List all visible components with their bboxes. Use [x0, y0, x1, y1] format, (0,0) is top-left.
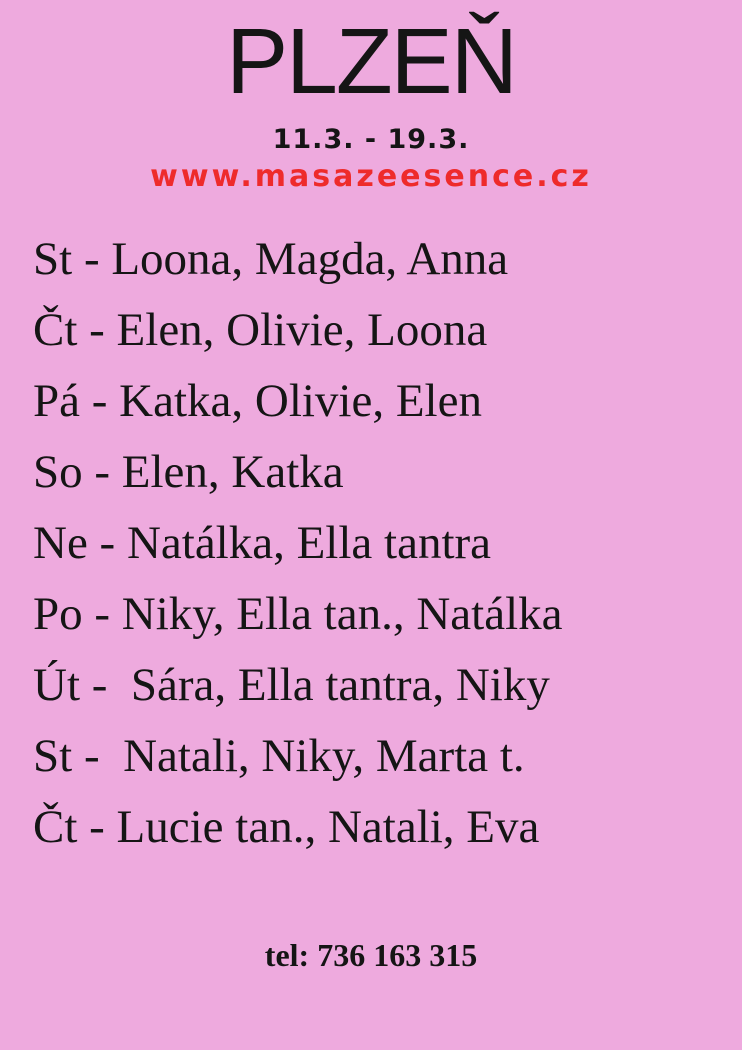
schedule-line: St - Natali, Niky, Marta t.	[33, 730, 525, 782]
schedule-line: Ne - Natálka, Ella tantra	[33, 517, 492, 569]
schedule-line: So - Elen, Katka	[33, 446, 344, 498]
schedule-line: Pá - Katka, Olivie, Elen	[33, 375, 482, 427]
schedule-line: Čt - Elen, Olivie, Loona	[33, 304, 488, 356]
phone-number: tel: 736 163 315	[264, 937, 478, 973]
schedule-list	[0, 224, 742, 863]
schedule-line: Čt - Lucie tan., Natali, Eva	[33, 801, 540, 853]
schedule-line: St - Loona, Magda, Anna	[33, 233, 509, 285]
schedule-line: Po - Niky, Ella tan., Natálka	[33, 588, 563, 640]
website-url: www.masazeesence.cz	[150, 159, 592, 194]
schedule-line: Út - Sára, Ella tantra, Niky	[33, 659, 550, 711]
page-title: PLZEŇ	[226, 9, 516, 113]
date-range: 11.3. - 19.3.	[272, 124, 470, 155]
